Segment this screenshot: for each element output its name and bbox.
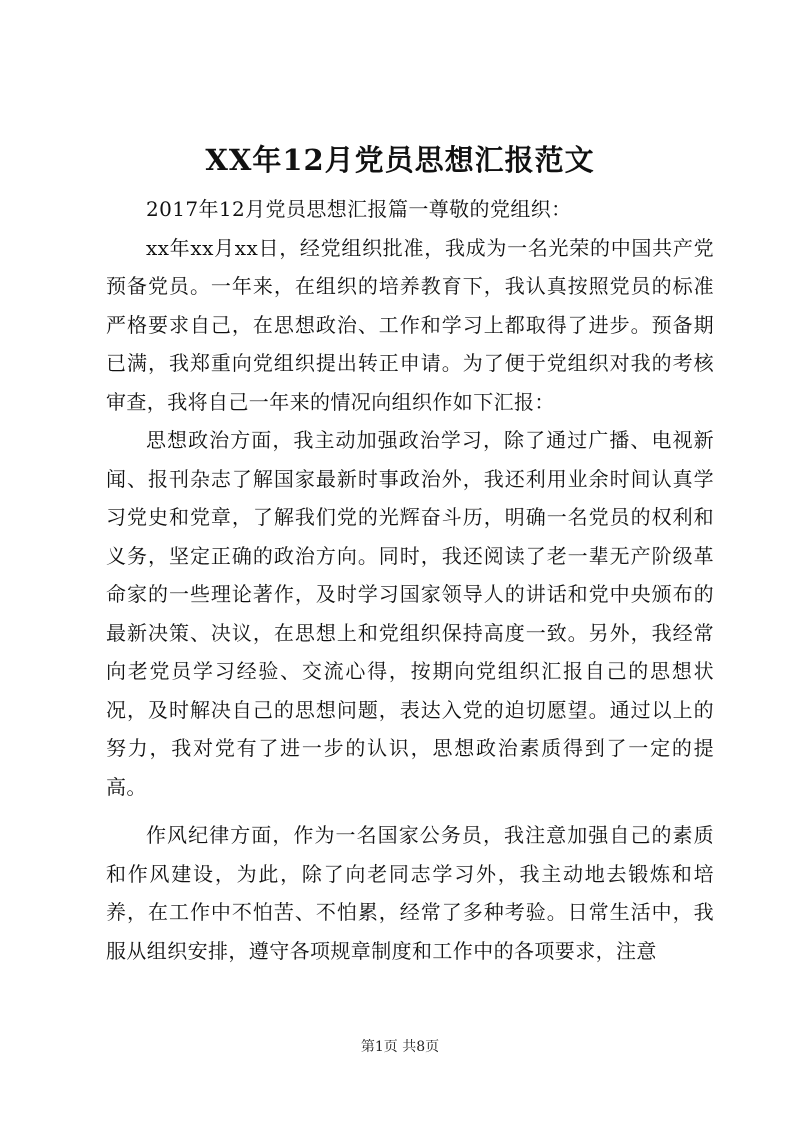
paragraph-introduction: xx年xx月xx日，经党组织批准，我成为一名光荣的中国共产党预备党员。一年来，在组织的培养教育下，我认真按照党员的标准严格要求自己，在思想政治、工作和学习上都取得了进步。预备期已满，我郑重向党组织提出转正申请。为了便于党组织对我的考核审查，我将自己一年来的情况向组织作如下汇报： [106, 235, 714, 414]
document-body [106, 190, 714, 970]
paragraph-salutation: 2017年12月党员思想汇报篇一尊敬的党组织： [146, 197, 572, 221]
document-title: XX年12月党员思想汇报范文 [205, 143, 595, 177]
paragraph-political-thought: 思想政治方面，我主动加强政治学习，除了通过广播、电视新闻、报刊杂志了解国家最新时事政治外，我还利用业余时间认真学习党史和党章，了解我们党的光辉奋斗历，明确一名党员的权利和义务，坚定正确的政治方向。同时，我还阅读了老一辈无产阶级革命家的一些理论著作，及时学习国家领导人的讲话和党中央颁布的最新决策、决议，在思想上和党组织保持高度一致。另外，我经常向老党员学习经验、交流心得，按期向党组织汇报自己的思想状况，及时解决自己的思想问题，表达入党的迫切愿望。通过以上的努力，我对党有了进一步的认识，思想政治素质得到了一定的提高。 [106, 428, 714, 799]
paragraph-work-discipline: 作风纪律方面，作为一名国家公务员，我注意加强自己的素质和作风建设，为此，除了向老同志学习外，我主动地去锻炼和培养，在工作中不怕苦、不怕累，经常了多种考验。日常生活中，我服从组织安排，遵守各项规章制度和工作中的各项要求，注意 [106, 823, 714, 963]
page-number-footer: 第1页 共8页 [360, 1039, 440, 1055]
